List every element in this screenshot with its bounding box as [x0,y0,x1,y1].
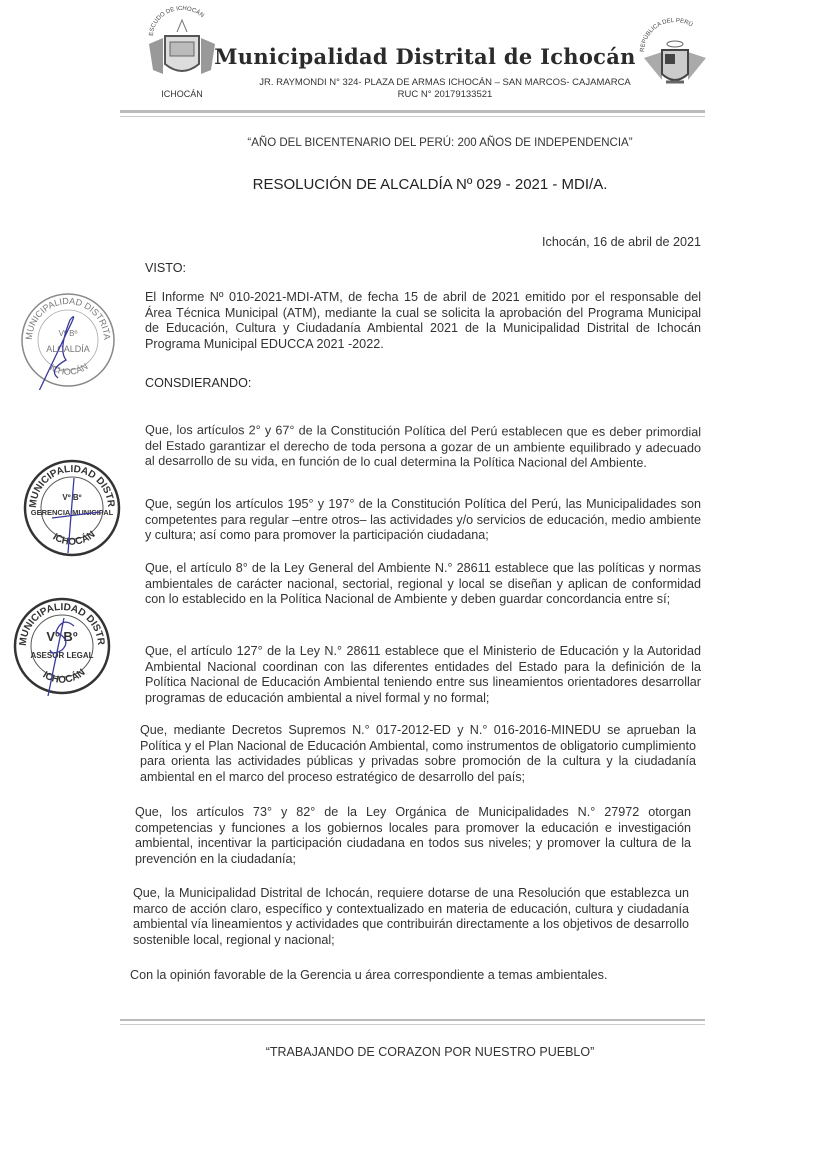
closing-paragraph: Con la opinión favorable de la Gerencia u área correspondiente a temas ambientales. [130,968,608,982]
footer-divider [120,1019,705,1021]
year-motto: “AÑO DEL BICENTENARIO DEL PERÚ: 200 AÑOS DE INDEPENDENCIA” [247,137,633,149]
svg-text:ICHOCÁN: ICHOCÁN [40,667,88,686]
svg-text:Vº Bº: Vº Bº [62,493,82,502]
considerando-paragraph: Que, los artículos 2° y 67° de la Constitución Política del Perú establecen que es deber primordial del Estado garantizar el derecho de toda persona a gozar de un ambiente equilibrado y adecuado al desarrollo de su vida, en función de lo cual determina la Política Nacional del Ambiente. [144,422,702,471]
svg-text:ESCUDO DE ICHOCÁN: ESCUDO DE ICHOCÁN [148,5,205,37]
emblem-caption: ICHOCÁN [161,89,203,99]
svg-text:GERENCIA MUNICIPAL: GERENCIA MUNICIPAL [30,508,114,517]
resolution-title: RESOLUCIÓN DE ALCALDÍA Nº 029 - 2021 - MDI/A. [252,176,608,193]
svg-text:ICHOCÁN: ICHOCÁN [50,529,98,548]
svg-text:ASESOR LEGAL: ASESOR LEGAL [30,651,94,660]
considerando-paragraph: Que, mediante Decretos Supremos N.° 017-2012-ED y N.° 016-2016-MINEDU se aprueban la Política y el Plan Nacional de Educación Ambiental, como instrumentos de obligatorio cumplimiento para orienta las actividades públicas y privadas sobre promoción de la cultura y la ciudadanía ambiental en el marco del proceso estratégico de desarrollo del país; [140,723,696,784]
address: JR. RAYMONDI N° 324- PLAZA DE ARMAS ICHOCÁN – SAN MARCOS- CAJAMARCA [259,77,631,88]
svg-text:MUNICIPALIDAD DISTRITAL: MUNICIPALIDAD DISTRITA [23,295,113,341]
considerando-paragraph: Que, el artículo 8° de la Ley General del Ambiente N.° 28611 establece que las políticas y normas ambientales de carácter nacional, sectorial, regional y local se diseñan y aplican de conformidad con lo establecido en la Política Nacional de Ambiente y deben guardar concordancia entre sí; [145,561,701,607]
stamp-gerencia-municipal [22,458,122,558]
header-divider-thin [120,116,705,117]
considerando-paragraph: Que, el artículo 127° de la Ley N.° 28611 establece que el Ministerio de Educación y la Autoridad Ambiental Nacional coordinan con las diferentes entidades del Estado para la definición de la Política Nacional de Educación Ambiental teniendo entre sus lineamientos orientadores desarrollar programas de educación ambiental a nivel formal y no formal; [145,644,701,705]
svg-text:Vº Bº: Vº Bº [46,629,78,644]
footer-divider-thin [120,1024,705,1025]
stamp-alcaldia [18,290,118,390]
visto-heading: VISTO: [145,261,187,275]
svg-text:MUNICIPALIDAD DISTRITAL: MUNICIPALIDAD DISTR [17,601,107,647]
header-divider [120,110,705,113]
svg-text:Vº Bº: Vº Bº [58,329,78,338]
ruc: RUC N° 20179133521 [397,89,493,100]
svg-text:MUNICIPALIDAD DISTRITAL: MUNICIPALIDAD DISTR [27,463,117,509]
institution-title: Municipalidad Distrital de Ichocán [214,44,636,69]
footer-motto: “TRABAJANDO DE CORAZON POR NUESTRO PUEBLO” [265,1045,595,1059]
document-date: Ichocán, 16 de abril de 2021 [542,235,701,249]
svg-text:ICHOCÁN: ICHOCÁN [48,361,90,377]
considerando-paragraph: Que, según los artículos 195° y 197° de la Constitución Política del Perú, las Municipalidades son competentes para regular –entre otros– las actividades y/o servicios de educación, medio ambiente y cultura; así como para promover la participación ciudadana; [145,497,701,543]
stamp-asesor-legal [12,596,112,696]
svg-text:REPÚBLICA DEL PERÚ: REPÚBLICA DEL PERÚ [639,17,694,53]
considerando-paragraph: Que, los artículos 73° y 82° de la Ley Orgánica de Municipalidades N.° 27972 otorgan competencias y funciones a los gobiernos locales para promover la educación e investigación ambiental, incentivar la participación ciudadana en todos sus niveles; y promover la cultura de la prevención en la ciudadanía; [135,805,691,866]
considerando-paragraph: Que, la Municipalidad Distrital de Ichocán, requiere dotarse de una Resolución que establezca un marco de acción claro, específico y contextualizado en materia de educación, cultura y ciudadanía ambiental vía lineamientos y actividades que contribuirán directamente a los objetivos de desarrollo sostenible local, regional y nacional; [133,886,689,947]
svg-text:ALCALDÍA: ALCALDÍA [46,344,90,354]
visto-paragraph: El Informe Nº 010-2021-MDI-ATM, de fecha 15 de abril de 2021 emitido por el responsable del Área Técnica Municipal (ATM), mediante la cual se solicita la aprobación del Programa Municipal de Educación, Cultura y Ciudadanía Ambiental 2021 de la Municipalidad Distrital de Ichocán Programa Municipal EDUCCA 2021 -2022. [145,290,701,351]
considerando-heading: CONSDIERANDO: [145,376,252,390]
